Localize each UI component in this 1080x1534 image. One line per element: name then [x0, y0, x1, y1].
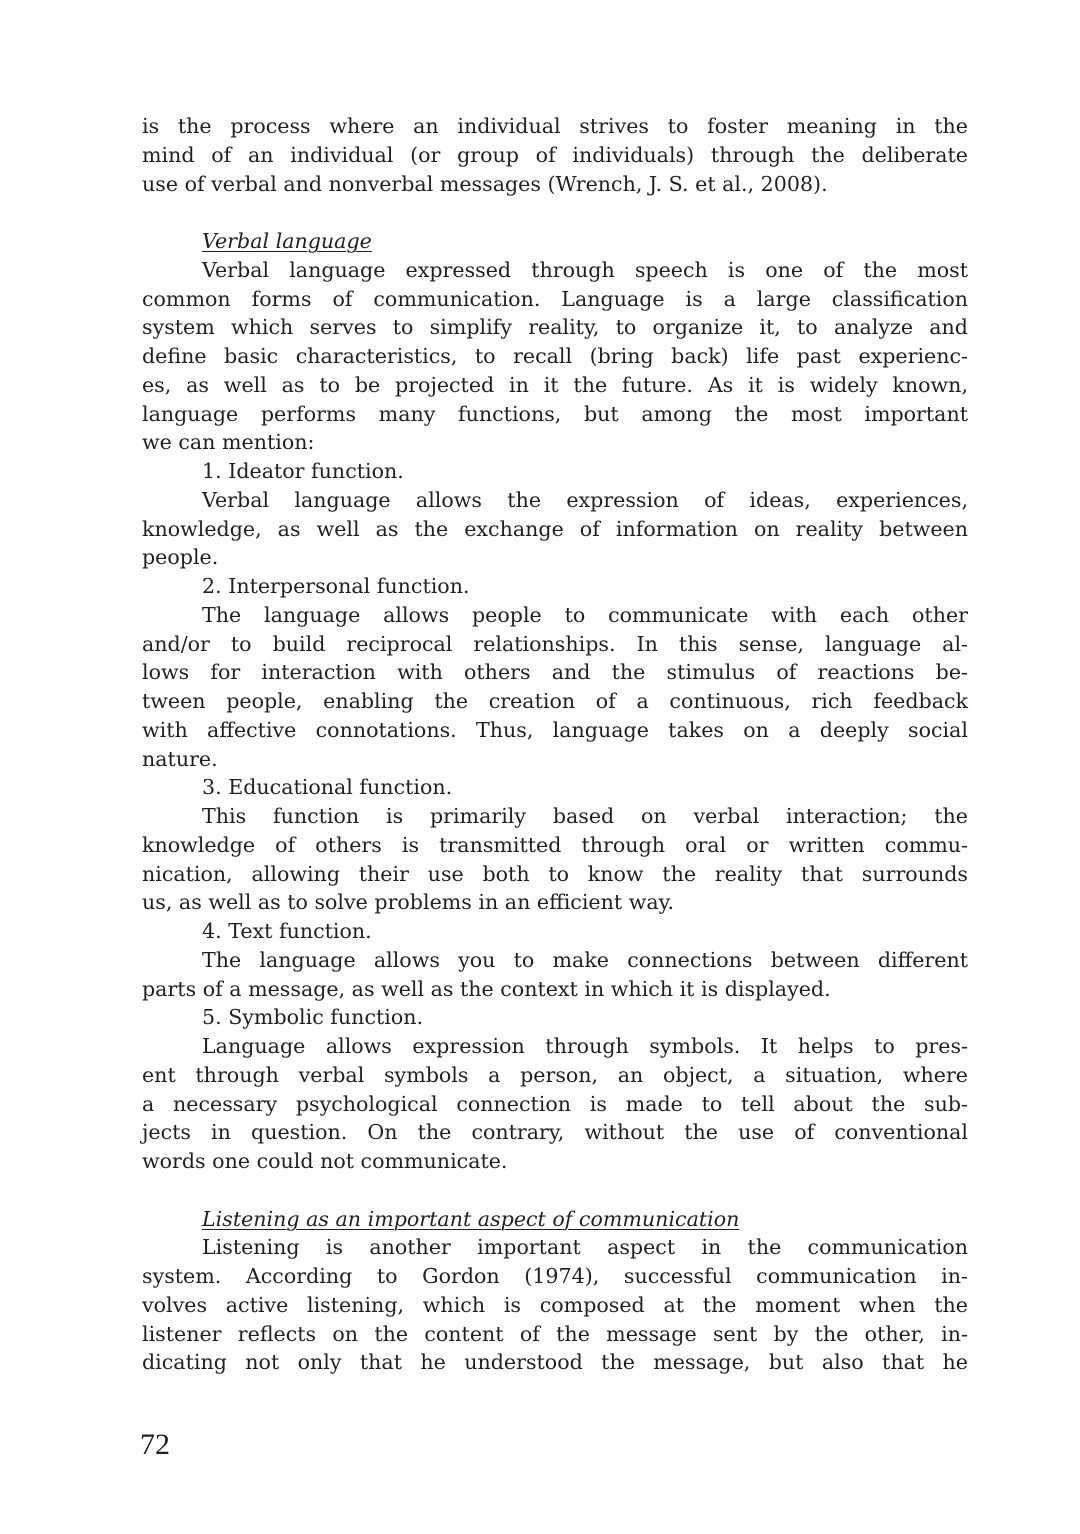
text-line: 2. Interpersonal function.: [202, 574, 470, 598]
text-line: Language allows expression through symbols. It helps to pres-: [202, 1034, 968, 1058]
text-line: 3. Educational function.: [202, 775, 453, 800]
blank-line: [142, 1176, 968, 1205]
text-line: and/or to build reciprocal relationships. In this sense, language al-: [142, 631, 968, 656]
text-line: ent through verbal symbols a person, an object, a situation, where: [142, 1062, 968, 1087]
text-line: us, as well as to solve problems in an efficient way.: [142, 890, 675, 915]
text-line: a necessary psychological connection is made to tell about the sub-: [142, 1091, 968, 1116]
text-line: 4. Text function.: [202, 919, 372, 943]
text-line: we can mention:: [142, 430, 315, 455]
text-line: is the process where an individual strives to foster meaning in the: [142, 114, 968, 138]
page-number: 72: [140, 1428, 170, 1461]
text-line: common forms of communication. Language is a large classification: [142, 286, 968, 311]
text-line: people.: [142, 545, 219, 570]
text-line: This function is primarily based on verbal interaction; the: [202, 804, 968, 828]
text-line: with affective connotations. Thus, language takes on a deeply social: [142, 717, 968, 742]
text-line: define basic characteristics, to recall (bring back) life past experienc-: [142, 344, 968, 368]
text-line: knowledge, as well as the exchange of information on reality between: [142, 516, 968, 541]
text-line: parts of a message, as well as the context in which it is displayed.: [142, 976, 831, 1001]
text-line: lows for interaction with others and the stimulus of reactions be-: [142, 660, 968, 685]
text-line: nication, allowing their use both to know the reality that surrounds: [142, 861, 968, 886]
section-heading: Verbal language: [202, 229, 372, 253]
text-line: mind of an individual (or group of individuals) through the deliberate: [142, 142, 968, 167]
text-line: use of verbal and nonverbal messages (Wrench, J. S. et al., 2008).: [142, 171, 828, 196]
text-line: system which serves to simplify reality, to organize it, to analyze and: [142, 315, 968, 340]
text-line: listener reflects on the content of the message sent by the other, in-: [142, 1321, 968, 1346]
text-line: words one could not communicate.: [142, 1149, 508, 1173]
text-line: system. According to Gordon (1974), successful communication in-: [142, 1264, 968, 1288]
text-line: knowledge of others is transmitted through oral or written commu-: [142, 832, 968, 857]
section-heading: Listening as an important aspect of communication: [202, 1206, 740, 1231]
text-line: nature.: [142, 746, 218, 771]
body-text: [142, 112, 968, 1377]
text-line: jects in question. On the contrary, without the use of conventional: [142, 1120, 968, 1145]
text-line: dicating not only that he understood the message, but also that he: [142, 1350, 968, 1375]
text-line: language performs many functions, but among the most important: [142, 401, 968, 426]
text-line: Listening is another important aspect in the communication: [202, 1235, 968, 1260]
text-line: volves active listening, which is composed at the moment when the: [142, 1292, 968, 1317]
blank-line: [142, 198, 968, 227]
text-line: es, as well as to be projected in it the future. As it is widely known,: [142, 372, 968, 397]
text-line: The language allows people to communicate with each other: [202, 602, 968, 627]
text-line: 5. Symbolic function.: [202, 1005, 424, 1030]
text-line: 1. Ideator function.: [202, 459, 404, 483]
text-line: The language allows you to make connections between different: [202, 947, 968, 972]
text-line: Verbal language expressed through speech is one of the most: [202, 257, 968, 282]
text-line: tween people, enabling the creation of a continuous, rich feedback: [142, 689, 968, 713]
text-line: Verbal language allows the expression of ideas, experiences,: [202, 487, 968, 512]
